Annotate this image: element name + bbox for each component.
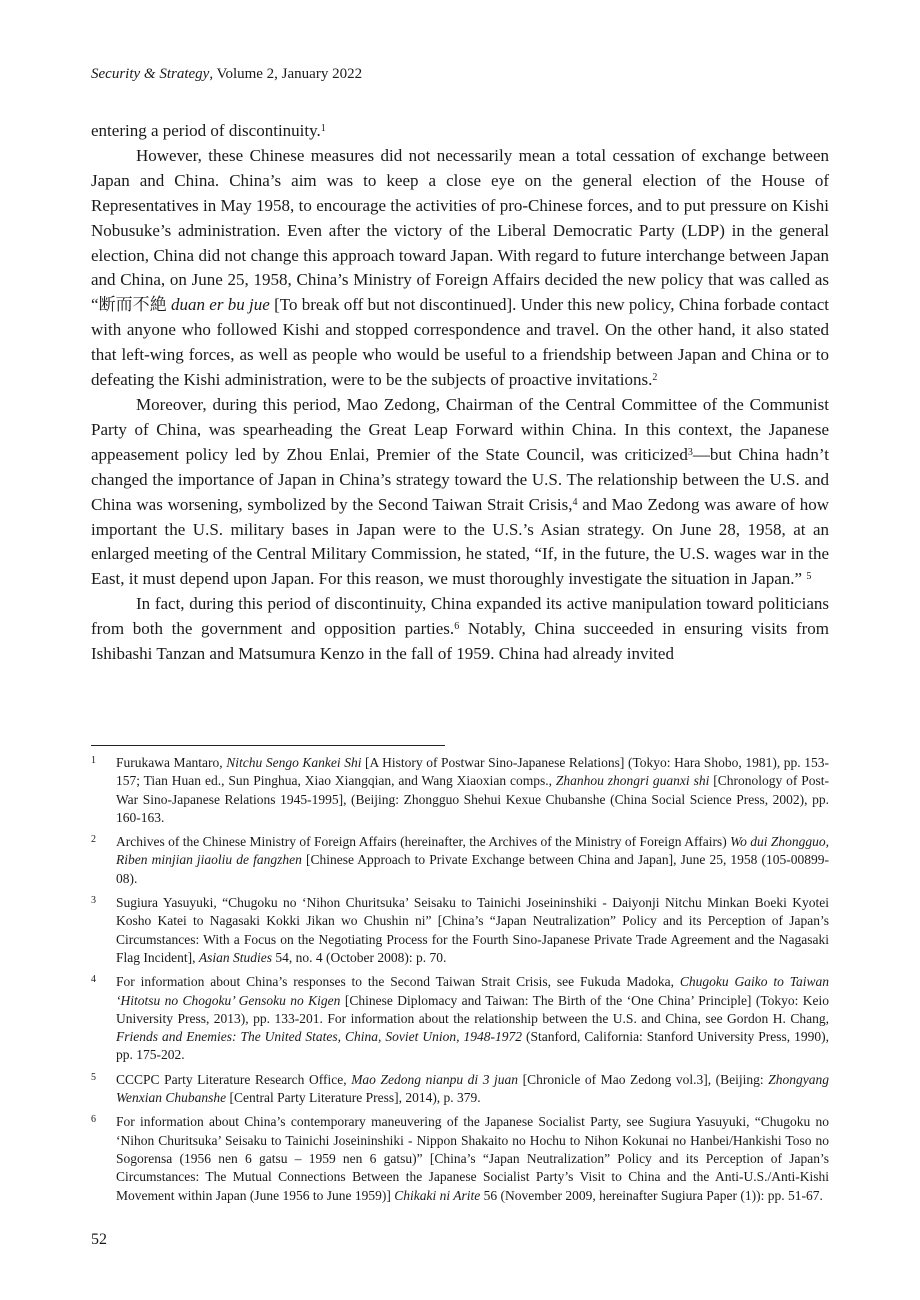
footnote-text: Sugiura Yasuyuki, “Chugoku no ‘Nihon Churitsuka’ Seisaku to Tainichi Joseininshiki - Daiyonji Nitchu Minkan Boeki Kyotei Kosho Katei to Nagasaki Kokki Jikan wo Chushin ni” [China’s “Japan Neutralization” Policy and its Perception of Japan’s Circumstances: With a Focus on the Negotiating Process for the Fourth Sino-Japanese Private Trade Agreement and the Nagasaki Flag Incident], Asian Studies 54, no. 4 (October 2008): p. 70. bbox=[116, 895, 829, 965]
footnote-number: 4 bbox=[91, 974, 96, 986]
footnote-number: 5 bbox=[91, 1071, 96, 1083]
paragraph-1: entering a period of discontinuity.$^1$ bbox=[91, 121, 326, 140]
footnote-text: CCCPC Party Literature Research Office, Mao Zedong nianpu di 3 juan [Chronicle of Mao Zedong vol.3], (Beijing: Zhongyang Wenxian Chubanshe [Central Party Literature Press], 2014), p. 379. bbox=[116, 1071, 830, 1106]
policy-term: duan er bu jue bbox=[171, 295, 270, 315]
footnote-ref-5[interactable]: 5 bbox=[806, 571, 812, 583]
page-number: 52 bbox=[91, 1231, 107, 1248]
footnote-1 bbox=[91, 754, 829, 827]
footnote-text: Archives of the Chinese Ministry of Foreign Affairs (hereinafter, the Archives of the Ministry of Foreign Affairs) Wo dui Zhongguo, Riben minjian jiaoliu de fangzhen [Chinese Approach to Private Exchange between China and Japan], June 25, 1958 (105-00899-08). bbox=[116, 834, 829, 886]
running-header bbox=[91, 66, 362, 83]
footnotes bbox=[91, 754, 829, 1211]
journal-title: Security & Strategy bbox=[91, 66, 210, 82]
footnote-5 bbox=[91, 1071, 829, 1108]
paragraph-4: In fact, during this period of discontinuity, China expanded its active manipulation toward politicians from both the government and opposition parties.$^6$ Notably, China succeeded in ensuring visits from Ishibashi Tanzan and Matsumura Kenzo in the fall of 1959. China had already invited bbox=[91, 594, 829, 664]
footnote-number: 2 bbox=[91, 834, 96, 846]
paragraph-2: However, these Chinese measures did not necessarily mean a total cessation of exchange between Japan and China. China’s aim was to keep a close eye on the general election of the House of Representatives in May 1958, to encourage the activities of pro-Chinese forces, and to put pressure on Kishi Nobusuke’s administration. Even after the victory of the Liberal Democratic Party (LDP) in the general election, China did not change this approach toward Japan. With regard to future interchange between Japan and China, on June 25, 1958, China’s Ministry of Foreign Affairs decided the new policy that was called as “断而不絶 duan er bu jue [To break off but not discontinued]. Under this new policy, China forbade contact with anyone who followed Kishi and stopped correspondence and travel. On the other hand, it also stated that left-wing forces, as well as people who would be useful to a friendship between Japan and China or to defeating the Kishi administration, were to be the subjects of proactive invitations.$^2$ bbox=[91, 145, 830, 390]
footnote-3 bbox=[91, 894, 829, 967]
issue-details: , Volume 2, January 2022 bbox=[209, 66, 363, 82]
footnote-text: Furukawa Mantaro, Nitchu Sengo Kankei Shi [A History of Postwar Sino-Japanese Relations] (Tokyo: Hara Shobo, 1981), pp. 153-157; Tian Huan ed., Sun Pinghua, Xiao Xiangqian, and Wang Xiaoxian comps., Zhanhou zhongri guanxi shi [Chronology of Post-War Sino-Japanese Relations 1945-1995], (Beijing: Zhongguo Shehui Kexue Chubanshe (China Social Science Press, 2002), pp. 160-163. bbox=[116, 755, 830, 825]
footnote-text: For information about China’s responses to the Second Taiwan Strait Crisis, see Fukuda Madoka, Chugoku Gaiko to Taiwan ‘Hitotsu no Chogoku’ Gensoku no Kigen [Chinese Diplomacy and Taiwan: The Birth of the ‘One China’ Principle] (Tokyo: Keio University Press, 2013), pp. 133-201. For information about the relationship between the U.S. and China, see Gordon H. Chang, Friends and Enemies: The United States, China, Soviet Union, 1948-1972 (Stanford, California: Stanford University Press, 1990), pp. 175-202. bbox=[116, 974, 830, 1063]
footnote-ref-2[interactable]: 2 bbox=[652, 372, 658, 384]
footnote-4 bbox=[91, 973, 829, 1064]
footnote-6 bbox=[91, 1113, 829, 1204]
footnote-2 bbox=[91, 833, 829, 888]
footnote-number: 3 bbox=[91, 895, 96, 907]
footnote-ref-1[interactable]: 1 bbox=[320, 123, 326, 134]
footnote-number: 6 bbox=[91, 1114, 96, 1126]
footnote-ref-6[interactable]: 6 bbox=[454, 621, 460, 633]
footnote-number: 1 bbox=[91, 755, 96, 766]
body-text bbox=[91, 119, 829, 667]
footnote-ref-4[interactable]: 4 bbox=[572, 496, 578, 508]
footnote-ref-3[interactable]: 3 bbox=[687, 446, 693, 458]
paragraph-3: Moreover, during this period, Mao Zedong, Chairman of the Central Committee of the Communist Party of China, was spearheading the Great Leap Forward within China. In this context, the Japanese appeasement policy led by Zhou Enlai, Premier of the State Council, was criticized$^3$—but China hadn’t changed the importance of Japan in China’s strategy toward the U.S. The relationship between the U.S. and China was worsening, symbolized by the Second Taiwan Strait Crisis,$^4$ and Mao Zedong was aware of how important the U.S. military bases in Japan were to the U.S.’s Asian strategy. On June 28, 1958, at an enlarged meeting of the Central Military Commission, he stated, “If, in the future, the U.S. wages war in the East, it must depend upon Japan. For this reason, we must thoroughly investigate the situation in Japan.” $^5$ bbox=[91, 394, 829, 589]
footnote-divider bbox=[91, 745, 445, 746]
footnote-text: For information about China’s contemporary maneuvering of the Japanese Socialist Party, see Sugiura Yasuyuki, “Chugoku no ‘Nihon Churitsuka’ Seisaku to Tainichi Joseininshiki - Nippon Shakaito no Hochu to Nihon Kokunai no Hanbei/Hankishi Toso no Sogorensa (1956 nen 6 gatsu – 1959 nen 6 gatsu)” [China’s “Japan Neutralization” Policy and its Perception of Japan’s Circumstances: The Mutual Connections Between the Japanese Socialist Party’s Visit to China and the Anti-U.S./Anti-Kishi Movement within Japan (June 1956 to June 1959)] Chikaki ni Arite 56 (November 2009, hereinafter Sugiura Paper (1)): pp. 51-67. bbox=[116, 1114, 829, 1203]
